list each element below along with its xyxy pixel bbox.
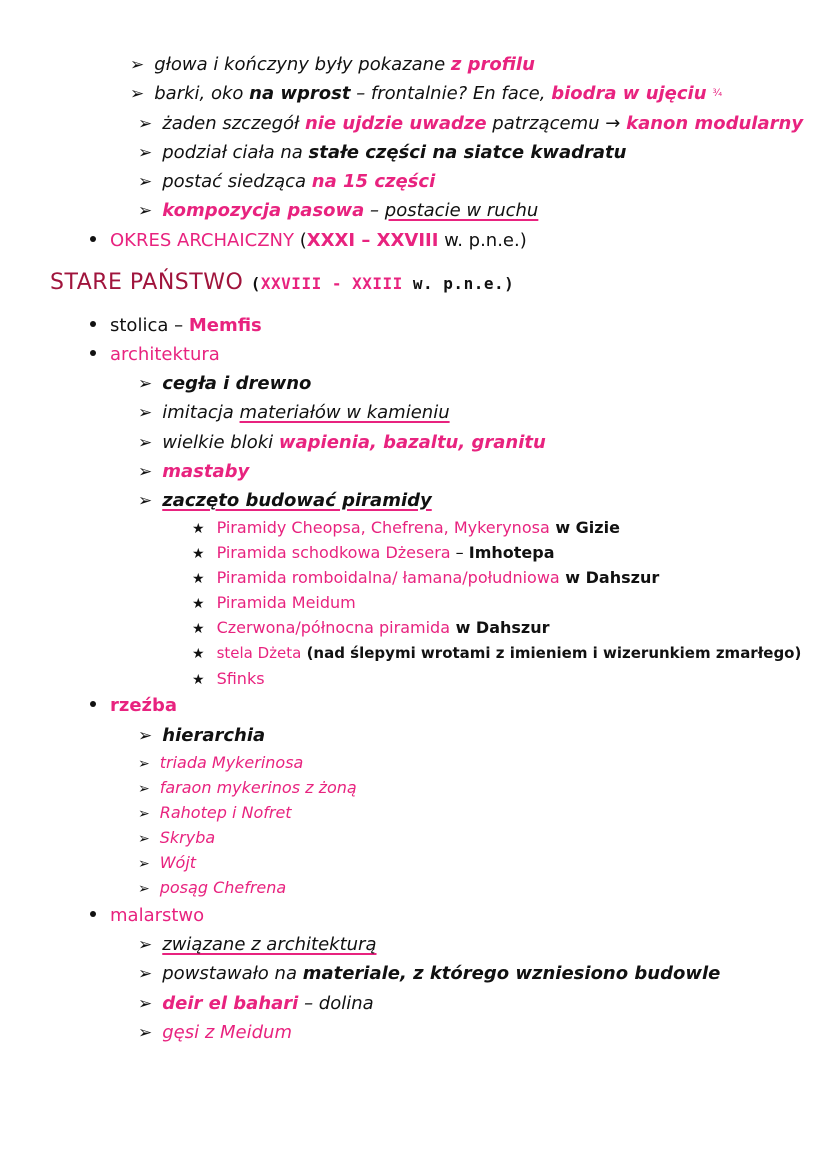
capital-label: stolica – [110,315,189,336]
heading-paren: ( [250,274,261,293]
period-name: OKRES ARCHAICZNY [110,230,295,251]
arrow-bullet-icon: ➢ [138,433,153,453]
intro-text: barki, oko [154,83,250,104]
pyramid-location: w Dahszur [450,618,550,637]
pyramid-item [192,620,550,636]
stela-description: (nad ślepymi wrotami z imieniem i wizerunkiem zmarłego) [301,644,802,662]
painting-item-highlight: deir el bahari [162,993,299,1014]
painting-heading [90,907,204,925]
pyramid-item [192,570,659,586]
arrow-bullet-icon: ➢ [138,856,150,872]
intro-bold: na wprost [249,83,351,104]
intro-text: postać siedząca [162,171,312,192]
intro-text: podział ciała na [162,142,309,163]
pyramid-item [192,671,265,687]
painting-item-underlined: związane z architekturą [162,934,377,955]
architecture-item [138,404,450,422]
round-bullet-icon [90,236,96,242]
sculpture-item [138,805,292,821]
arrow-bullet-icon: ➢ [138,994,153,1014]
star-icon: ★ [192,596,205,612]
architecture-item-highlight: mastaby [162,461,250,482]
star-icon: ★ [192,521,205,537]
intro-text: – frontalnie? En face, [350,83,552,104]
pyramid-item [192,646,801,661]
pyramid-name: Piramida schodkowa Dżesera [216,543,451,562]
pyramid-location: w Dahszur [559,568,660,587]
capital-line [90,317,262,335]
intro-highlight: kanon modularny [626,113,804,134]
architecture-item-text: imitacja [162,402,240,423]
painting-item [138,995,374,1013]
sculpture-item-text: triada Mykerinosa [159,753,304,772]
pyramid-name: Piramida romboidalna/ łamana/południowa [216,568,560,587]
arrow-bullet-icon: ➢ [138,491,153,511]
sculpture-item-text: Skryba [159,828,216,847]
sculpture-item [138,855,196,871]
arrow-bullet-icon: ➢ [138,114,153,134]
round-bullet-icon [90,701,96,707]
arrow-bullet-icon: ➢ [138,806,150,822]
pyramid-location: w Gizie [549,518,620,537]
arrow-bullet-icon: ➢ [138,964,153,984]
sculpture-item-text: Wójt [159,853,197,872]
sculpture-item-text: Rahotep i Nofret [159,803,292,822]
arrow-bullet-icon: ➢ [130,55,145,75]
pyramid-architect: Imhotepa [468,543,555,562]
intro-text: głowa i kończyny były pokazane [154,54,451,75]
arrow-bullet-icon: ➢ [138,1023,153,1043]
fraction-three-quarters: ¾ [712,88,723,99]
intro-line-5 [138,173,435,191]
intro-text: żaden szczegół [162,113,305,134]
intro-text: patrzącemu → [486,113,627,134]
arrow-bullet-icon: ➢ [138,403,153,423]
intro-text: – [364,200,385,221]
star-icon: ★ [192,546,205,562]
capital-value: Memfis [188,315,262,336]
architecture-item [138,375,311,393]
pyramid-item [192,520,620,536]
round-bullet-icon [90,911,96,917]
heading-rest: w. p.n.e.) [402,274,515,293]
architecture-item [138,434,546,452]
intro-underlined: postacie w ruchu [384,200,539,221]
pyramid-name: Sfinks [216,669,265,688]
intro-highlight: nie ujdzie uwadze [304,113,487,134]
sculpture-heading [90,697,177,715]
period-suffix: w. p.n.e.) [438,230,527,251]
arrow-bullet-icon: ➢ [138,462,153,482]
star-icon: ★ [192,571,205,587]
sculpture-item-text: hierarchia [162,725,266,746]
intro-line-7 [90,232,527,250]
arrow-bullet-icon: ➢ [130,84,145,104]
architecture-heading [90,346,220,364]
star-icon: ★ [192,672,205,688]
pyramid-name: Czerwona/północna piramida [216,618,450,637]
painting-item-bold: materiale, z którego wzniesiono budowle [302,963,721,984]
architecture-item-underlined: materiałów w kamieniu [239,402,450,423]
arrow-bullet-icon: ➢ [138,831,150,847]
intro-line-1 [130,56,535,74]
painting-item-text: powstawało na [162,963,303,984]
painting-label: malarstwo [110,905,205,926]
architecture-item-text: cegła i drewno [162,373,312,394]
sculpture-label: rzeźba [110,695,178,716]
pyramid-item [192,595,356,611]
architecture-item-highlight: wapienia, bazaltu, granitu [278,432,546,453]
intro-line-4 [138,144,626,162]
sculpture-item [138,780,357,796]
architecture-item-text: wielkie bloki [162,432,279,453]
intro-highlight: z profilu [450,54,535,75]
architecture-label: architektura [110,344,220,365]
arrow-bullet-icon: ➢ [138,726,153,746]
pyramid-item [192,545,555,561]
period-range: XXXI – XXVIII [306,230,439,251]
arrow-bullet-icon: ➢ [138,756,150,772]
arrow-bullet-icon: ➢ [138,143,153,163]
paren: ( [294,230,307,251]
arrow-bullet-icon: ➢ [138,881,150,897]
round-bullet-icon [90,350,96,356]
painting-item [138,936,377,954]
arrow-bullet-icon: ➢ [138,172,153,192]
intro-highlight: kompozycja pasowa [162,200,365,221]
intro-line-2 [130,85,722,103]
pyramid-name: Piramida Meidum [216,593,356,612]
painting-item-highlight: gęsi z Meidum [162,1022,292,1043]
architecture-item [138,492,432,510]
sculpture-item [138,755,303,771]
intro-line-6 [138,202,538,220]
painting-item-text: – dolina [298,993,374,1014]
architecture-item-underlined: zaczęto budować piramidy [162,490,432,511]
arrow-bullet-icon: ➢ [138,201,153,221]
pyramid-dash: – [450,543,469,562]
sculpture-item [138,880,286,896]
painting-item [138,1024,292,1042]
intro-highlight: biodra w ujęciu [551,83,707,104]
intro-highlight: na 15 części [311,171,436,192]
intro-line-3 [138,115,803,133]
sculpture-item-text: faraon mykerinos z żoną [159,778,357,797]
heading-dates [251,274,514,293]
sculpture-item [138,727,265,745]
intro-bold: stałe części na siatce kwadratu [308,142,627,163]
sculpture-item-text: posąg Chefrena [159,878,287,897]
heading-title: STARE PAŃSTWO [50,270,244,295]
painting-item [138,965,720,983]
sculpture-item [138,830,215,846]
pyramid-name: stela Dżeta [216,644,302,662]
section-heading [50,272,514,294]
round-bullet-icon [90,321,96,327]
pyramid-name: Piramidy Cheopsa, Chefrena, Mykerynosa [216,518,550,537]
architecture-item [138,463,249,481]
arrow-bullet-icon: ➢ [138,781,150,797]
arrow-bullet-icon: ➢ [138,374,153,394]
star-icon: ★ [192,621,205,637]
heading-range: XXVIII - XXIII [260,274,403,293]
star-icon: ★ [192,646,205,662]
arrow-bullet-icon: ➢ [138,935,153,955]
